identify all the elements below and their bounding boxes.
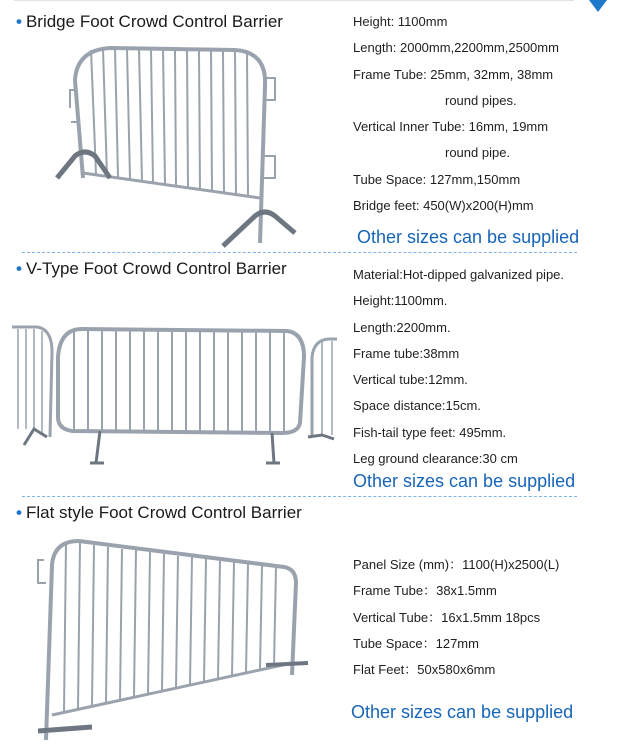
spec-line: Vertical Inner Tube: 16mm, 19mm [353,119,549,135]
spec-line: Height:1100mm. [353,293,448,309]
section-title: • V-Type Foot Crowd Control Barrier [16,259,287,278]
section-v-type-foot [0,253,643,498]
spec-line: round pipe. [445,145,511,161]
spec-line: Material:Hot-dipped galvanized pipe. [353,267,565,282]
spec-line: Tube Space：127mm [353,635,479,651]
v-type-barrier-image [12,317,337,477]
spec-line: Vertical tube:12mm. [353,372,468,388]
section-title: • Flat style Foot Crowd Control Barrier [16,503,302,522]
other-sizes-link[interactable]: Other sizes can be supplied [351,702,574,722]
bullet-icon: • [16,503,22,522]
section-title: • Bridge Foot Crowd Control Barrier [16,12,283,31]
spec-line: Frame Tube：38x1.5mm [353,583,497,599]
spec-line: Leg ground clearance:30 cm [353,451,518,467]
other-sizes-link[interactable]: Other sizes can be supplied [357,227,580,247]
bullet-icon: • [16,12,22,31]
spec-line: Flat Feet：50x580x6mm [353,662,496,678]
spec-line: Frame tube:38mm [353,345,460,361]
spec-list [353,265,564,475]
spec-line: Panel Size (mm)：1100(H)x2500(L) [353,557,560,572]
section-flat-style-foot [0,497,643,753]
spec-line: Space distance:15cm. [353,398,481,414]
spec-line: Bridge feet: 450(W)x200(H)mm [353,198,534,214]
spec-line: Length:2200mm. [353,319,451,335]
section-bridge-foot [0,0,643,250]
spec-line: Height: 1100mm [353,14,448,29]
bullet-icon: • [16,259,22,278]
spec-line: round pipes. [445,92,517,108]
flat-style-barrier-image [34,535,314,745]
spec-line: Fish-tail type feet: 495mm. [353,424,507,440]
spec-line: Frame Tube: 25mm, 32mm, 38mm [353,66,554,82]
spec-list [353,555,559,686]
spec-line: Tube Space: 127mm,150mm [353,171,521,187]
bridge-barrier-image [55,38,305,248]
spec-list [353,12,559,222]
spec-line: Vertical Tube：16x1.5mm 18pcs [353,609,541,625]
spec-line: Length: 2000mm,2200mm,2500mm [353,40,559,56]
other-sizes-link[interactable]: Other sizes can be supplied [353,471,576,491]
